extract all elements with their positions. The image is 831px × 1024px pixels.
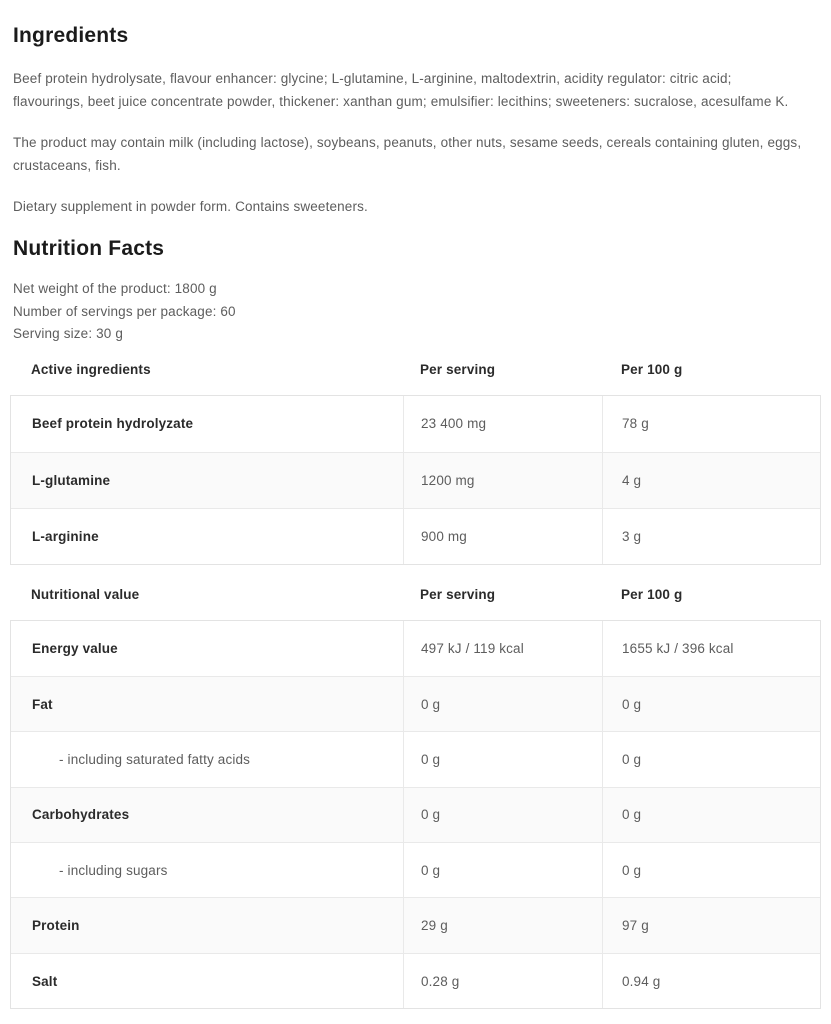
row-value-per-serving: 0 g (403, 843, 602, 897)
active-ingredients-table-header (10, 362, 821, 377)
row-value-per-serving: 0 g (403, 788, 602, 842)
row-value-per-serving: 0 g (403, 677, 602, 731)
paragraph-line: Beef protein hydrolysate, flavour enhancer: glycine; L-glutamine, L-arginine, maltodextrin, acidity regulator: citric acid; (13, 71, 732, 86)
allergen-warning-paragraph (13, 131, 818, 177)
row-value-per-100g: 0 g (602, 732, 820, 786)
column-header-per-serving: Per serving (420, 361, 496, 377)
column-header-per-100g: Per 100 g (621, 586, 683, 602)
nutrition-meta-block (13, 278, 818, 346)
table-row (11, 452, 820, 508)
row-label: - including sugars (59, 862, 168, 878)
ingredients-title: Ingredients (13, 24, 129, 47)
row-label: Energy value (32, 640, 118, 656)
table-row (11, 396, 820, 452)
row-value-per-100g: 97 g (602, 898, 820, 952)
row-value-per-serving: 900 mg (403, 509, 602, 564)
nutritional-value-table-body (10, 620, 821, 1010)
column-header-per-serving: Per serving (420, 586, 496, 602)
table-row (11, 787, 820, 842)
row-value-per-100g: 0.94 g (602, 954, 820, 1008)
row-value-per-100g: 0 g (602, 677, 820, 731)
row-value-per-100g: 0 g (602, 843, 820, 897)
table-row (11, 842, 820, 897)
column-header-per-100g: Per 100 g (621, 361, 683, 377)
row-value-per-serving: 0.28 g (403, 954, 602, 1008)
nutrition-facts-title: Nutrition Facts (13, 237, 165, 260)
row-value-per-100g: 0 g (602, 788, 820, 842)
row-label: Carbohydrates (32, 807, 130, 823)
ingredients-section (10, 23, 821, 218)
table-row (11, 953, 820, 1008)
product-details-page (0, 23, 831, 1009)
table-row (11, 676, 820, 731)
paragraph-line: Dietary supplement in powder form. Contains sweeteners. (13, 199, 368, 214)
table-row (11, 508, 820, 564)
row-label: Protein (32, 918, 80, 934)
paragraph-line: flavourings, beet juice concentrate powder, thickener: xanthan gum; emulsifier: lecithins; sweeteners: sucralose, acesulfame K. (13, 94, 789, 109)
row-value-per-serving: 23 400 mg (403, 396, 602, 452)
active-ingredients-table (10, 362, 821, 565)
row-value-per-100g: 1655 kJ / 396 kcal (602, 621, 820, 676)
paragraph-line: crustaceans, fish. (13, 158, 121, 173)
row-label: L-arginine (32, 528, 99, 544)
row-value-per-serving: 29 g (403, 898, 602, 952)
row-value-per-serving: 0 g (403, 732, 602, 786)
supplement-form-paragraph (13, 195, 818, 218)
row-label: L-glutamine (32, 472, 111, 488)
ingredients-composition-paragraph (13, 67, 818, 113)
net-weight-line: Net weight of the product: 1800 g (13, 281, 217, 296)
row-label: Salt (32, 973, 58, 989)
row-value-per-serving: 1200 mg (403, 453, 602, 508)
row-label: Fat (32, 696, 53, 712)
row-label: - including saturated fatty acids (59, 751, 251, 767)
column-header-active-ingredients: Active ingredients (31, 361, 151, 377)
table-row (11, 621, 820, 676)
table-row (11, 897, 820, 952)
row-value-per-100g: 78 g (602, 396, 820, 452)
table-row (11, 731, 820, 786)
nutritional-value-table (10, 587, 821, 1010)
servings-count-line: Number of servings per package: 60 (13, 303, 236, 319)
row-value-per-100g: 3 g (602, 509, 820, 564)
active-ingredients-table-body (10, 395, 821, 565)
row-label: Beef protein hydrolyzate (32, 416, 194, 431)
nutritional-value-table-header (10, 587, 821, 602)
row-value-per-100g: 4 g (602, 453, 820, 508)
nutrition-facts-section (10, 236, 821, 1009)
column-header-nutritional-value: Nutritional value (31, 586, 140, 602)
row-value-per-serving: 497 kJ / 119 kcal (403, 621, 602, 676)
paragraph-line: The product may contain milk (including lactose), soybeans, peanuts, other nuts, sesame seeds, cereals containing gluten, eggs, (13, 135, 802, 150)
serving-size-line: Serving size: 30 g (13, 326, 124, 341)
